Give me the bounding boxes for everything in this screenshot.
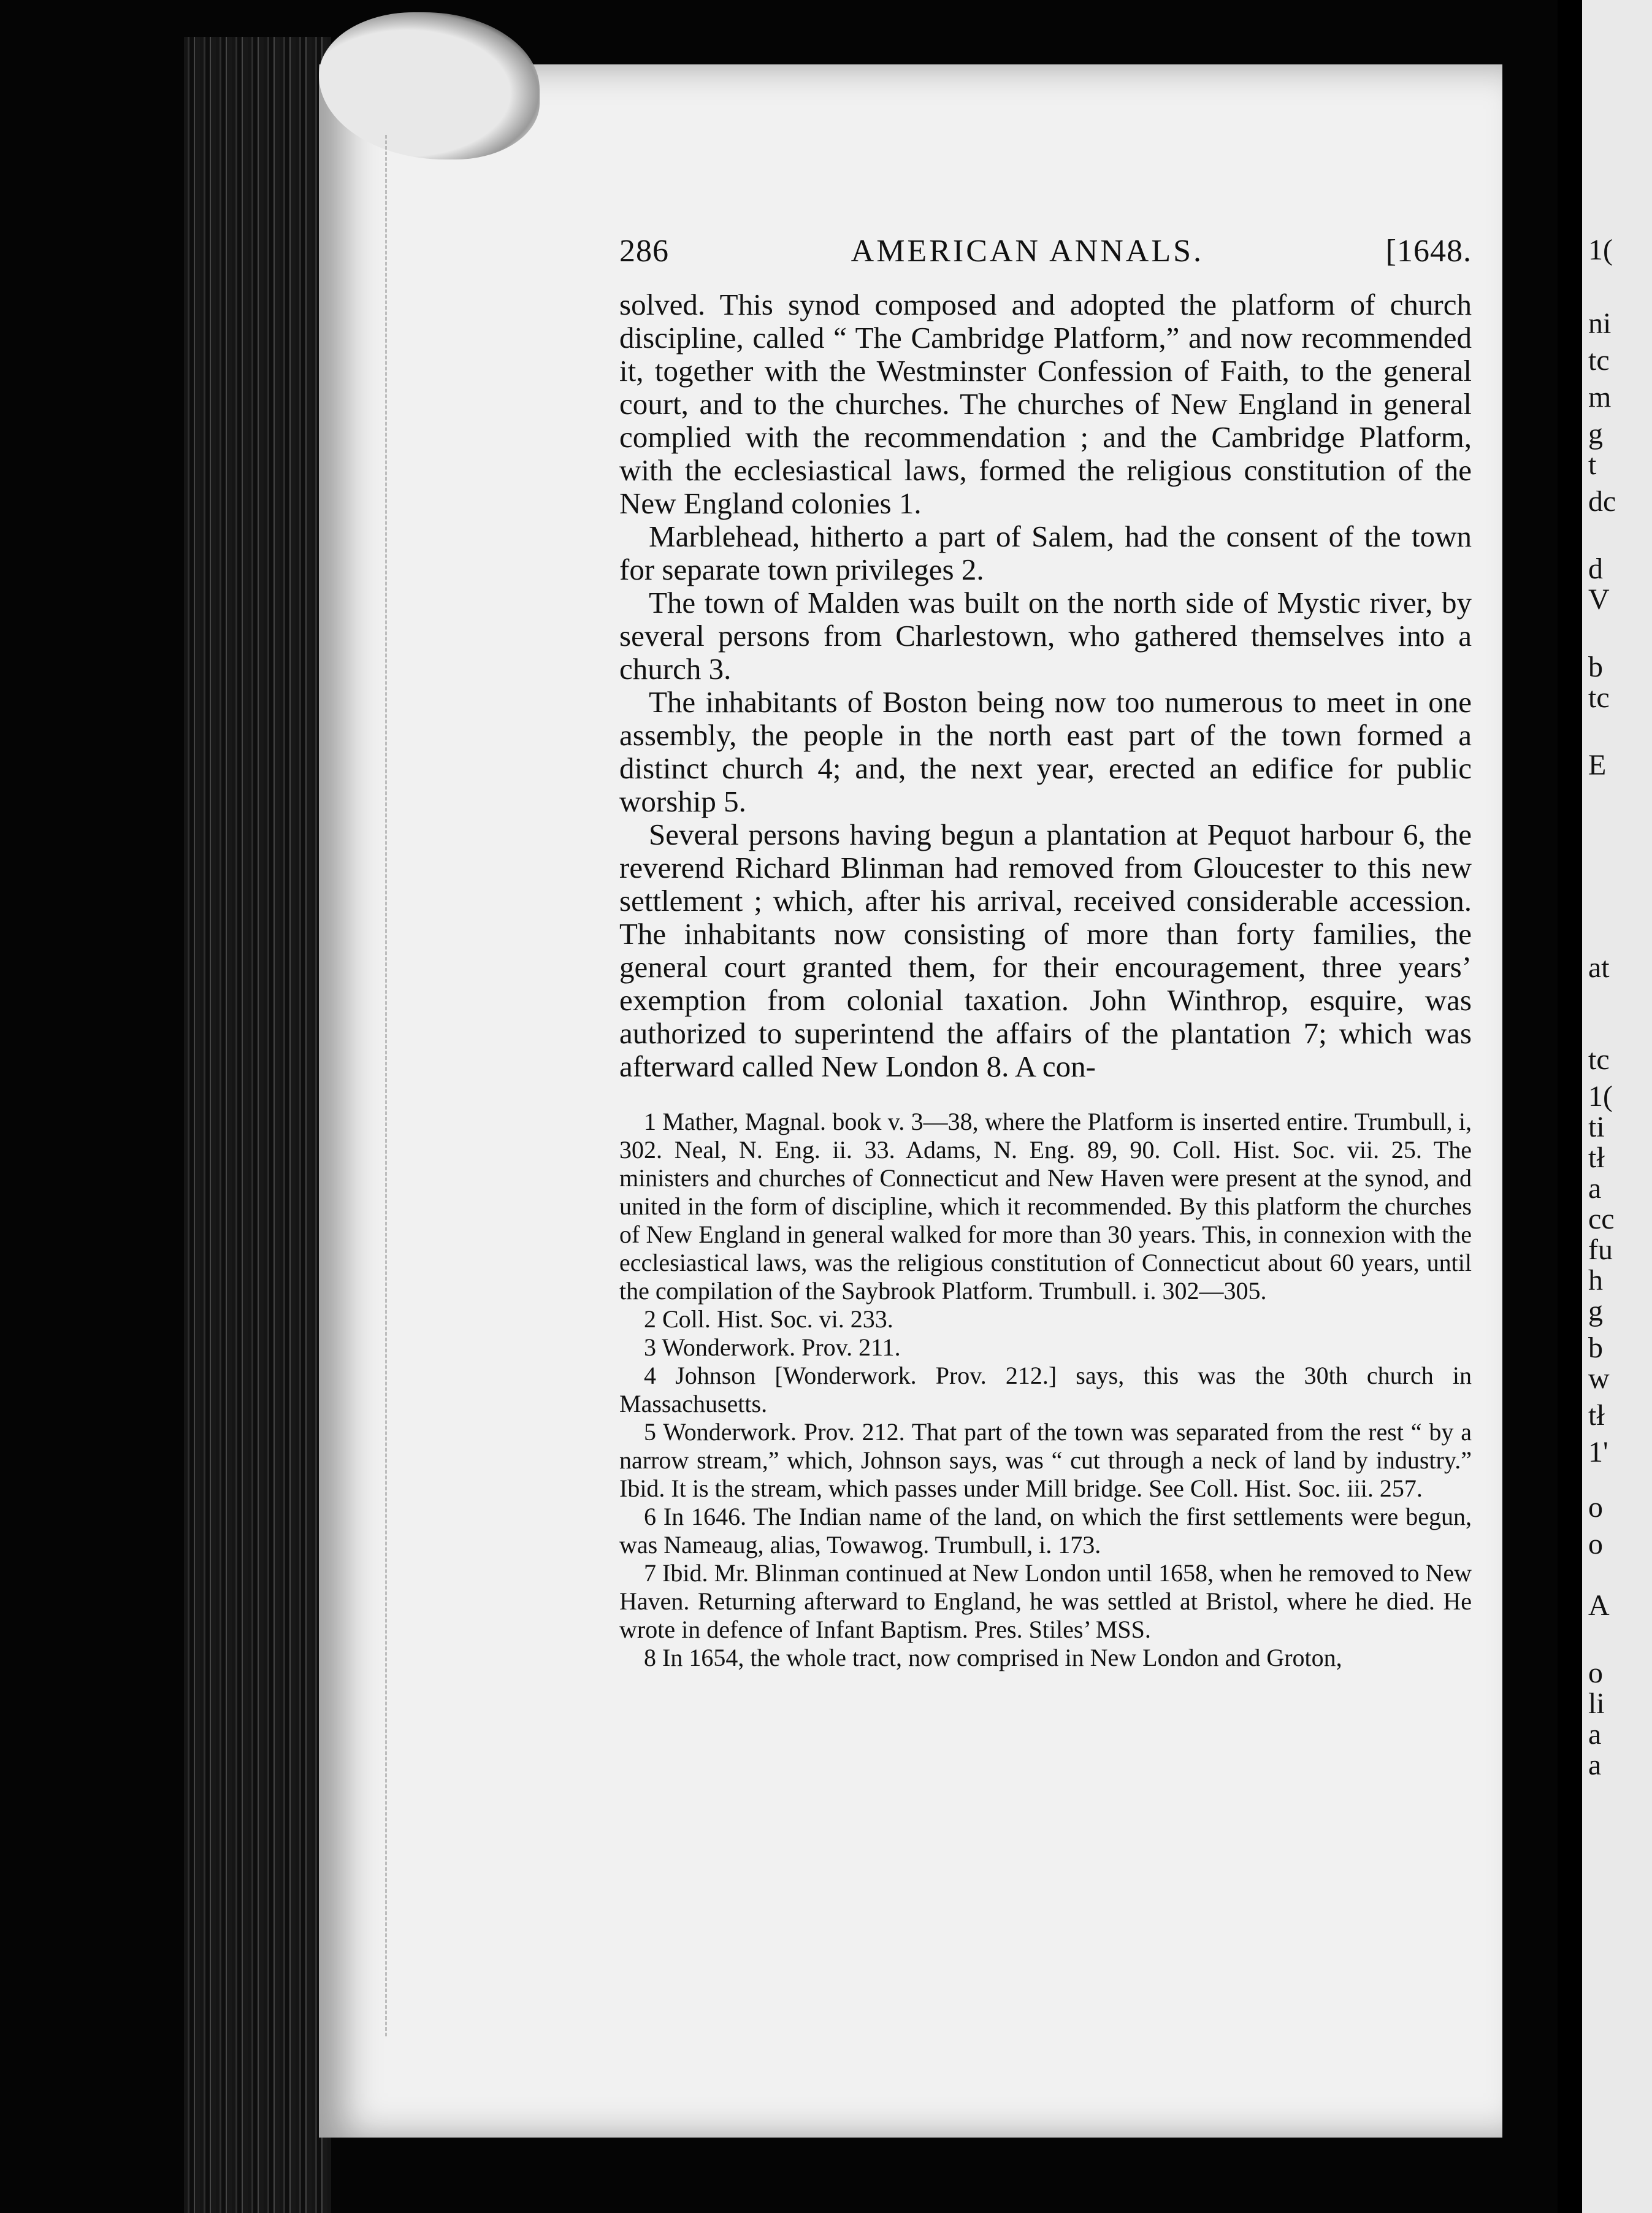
right-page-fragment: d bbox=[1588, 553, 1603, 585]
right-page-fragment: a bbox=[1588, 1172, 1602, 1205]
right-page-fragment: tł bbox=[1588, 1141, 1605, 1174]
footnote: 3 Wonderwork. Prov. 211. bbox=[644, 1333, 901, 1361]
year-marker: [1648. bbox=[1385, 234, 1472, 269]
right-page-fragment: tc bbox=[1588, 681, 1610, 714]
paragraph: solved. This synod composed and adopted the platform of church discipline, called “ The Cambridge Platform,” and now recommended it, together with the Westminster Confession of Faith, to the general court, and to the churches. The churches of New England in general complied with the recommendation ; and the Cambridge Platform, with the ecclesiastical laws, formed the religious constitution of the New England colonies 1. bbox=[619, 288, 1472, 520]
right-page-fragment: o bbox=[1588, 1657, 1603, 1689]
right-page-fragment: t bbox=[1588, 448, 1597, 481]
paragraph: Several persons having begun a plantation at Pequot harbour 6, the reverend Richard Blinman had removed from Gloucester to this new settlement ; which, after his arrival, received considerable accession. The inhabitants now consisting of more than forty families, the general court granted them, for their encouragement, three years’ exemption from colonial taxation. John Winthrop, esquire, was authorized to superintend the affairs of the plantation 7; which was afterward called New London 8. A con- bbox=[619, 818, 1472, 1083]
right-page-fragment: dc bbox=[1588, 485, 1616, 518]
book-spine bbox=[184, 37, 331, 2213]
gutter bbox=[1558, 0, 1582, 2213]
right-page-fragment: o bbox=[1588, 1491, 1603, 1524]
footnote: 5 Wonderwork. Prov. 212. That part of the town was separated from the rest “ by a narrow stream,” which, Johnson says, was “ cut through a neck of land by industry.” Ibid. It is the stream, which passes under Mill bridge. See Coll. Hist. Soc. iii. 257. bbox=[619, 1418, 1472, 1502]
right-page-fragment: g bbox=[1588, 418, 1603, 450]
paragraph: The town of Malden was built on the north side of Mystic river, by several persons from Charlestown, who gathered themselves into a church 3. bbox=[619, 586, 1472, 686]
page-number: 286 bbox=[619, 234, 669, 269]
right-page-fragment: tc bbox=[1588, 1043, 1610, 1076]
paragraph: Marblehead, hitherto a part of Salem, had the consent of the town for separate town privileges 2. bbox=[619, 520, 1472, 586]
right-page-fragment: ti bbox=[1588, 1111, 1605, 1143]
footnote: 7 Ibid. Mr. Blinman continued at New London until 1658, when he removed to New Haven. Returning afterward to England, he was settled at Bristol, where he died. He wrote in defence of Infant Baptism. Pres. Stiles’ MSS. bbox=[619, 1559, 1472, 1643]
footnote: 1 Mather, Magnal. book v. 3—38, where the Platform is inserted entire. Trumbull, i, 302. Neal, N. Eng. ii. 33. Adams, N. Eng. 89, 90. Coll. Hist. Soc. vii. 25. The ministers and churches of Connecticut and New Haven were present at the synod, and united in the form of discipline, which it recommended. By this platform the churches of New England in general walked for more than 30 years. This, in connexion with the ecclesiastical laws, was the religious constitution of Connecticut about 60 years, until the compilation of the Saybrook Platform. Trumbull. i. 302—305. bbox=[619, 1108, 1472, 1305]
right-page-fragment: o bbox=[1588, 1528, 1603, 1560]
body-text bbox=[619, 288, 1472, 1083]
footnote: 2 Coll. Hist. Soc. vi. 233. bbox=[644, 1305, 893, 1333]
right-page-fragment: A bbox=[1588, 1589, 1610, 1622]
right-page-fragment: m bbox=[1588, 381, 1612, 413]
right-page-fragment: 1( bbox=[1588, 1080, 1613, 1113]
right-page-fragment: V bbox=[1588, 583, 1610, 616]
footnote: 4 Johnson [Wonderwork. Prov. 212.] says, this was the 30th church in Massachusetts. bbox=[619, 1362, 1472, 1417]
right-page-fragment: 1' bbox=[1588, 1436, 1608, 1468]
right-page-fragment: at bbox=[1588, 951, 1610, 984]
right-page-fragment: b bbox=[1588, 651, 1603, 683]
right-page-fragment: a bbox=[1588, 1718, 1602, 1751]
right-page-fragment: cc bbox=[1588, 1203, 1615, 1235]
footnote: 6 In 1646. The Indian name of the land, on which the first settlements were begun, was Nameaug, alias, Towawog. Trumbull, i. 173. bbox=[619, 1503, 1472, 1559]
right-page-fragment: h bbox=[1588, 1264, 1603, 1297]
right-page-fragment: g bbox=[1588, 1295, 1603, 1327]
page-text-block bbox=[619, 233, 1472, 1672]
right-page-fragment: w bbox=[1588, 1362, 1610, 1395]
right-page-fragment: tł bbox=[1588, 1399, 1605, 1432]
page-edge-stitching bbox=[385, 135, 389, 2036]
running-title: AMERICAN ANNALS. bbox=[851, 234, 1204, 269]
right-page-fragment: a bbox=[1588, 1749, 1602, 1781]
right-page-fragment: li bbox=[1588, 1687, 1605, 1720]
footnotes bbox=[619, 1108, 1472, 1672]
footnote: 8 In 1654, the whole tract, now comprised in New London and Groton, bbox=[644, 1644, 1342, 1671]
right-page-fragment: tc bbox=[1588, 344, 1610, 377]
right-page-fragment: E bbox=[1588, 749, 1607, 781]
paragraph: The inhabitants of Boston being now too numerous to meet in one assembly, the people in the north east part of the town formed a distinct church 4; and, the next year, erected an edifice for public worship 5. bbox=[619, 685, 1472, 818]
right-page-fragment: 1( bbox=[1588, 234, 1613, 266]
right-page-fragment: ni bbox=[1588, 307, 1612, 340]
right-page-fragment: fu bbox=[1588, 1233, 1613, 1266]
running-header bbox=[619, 233, 1472, 276]
right-page-fragment: b bbox=[1588, 1332, 1603, 1364]
